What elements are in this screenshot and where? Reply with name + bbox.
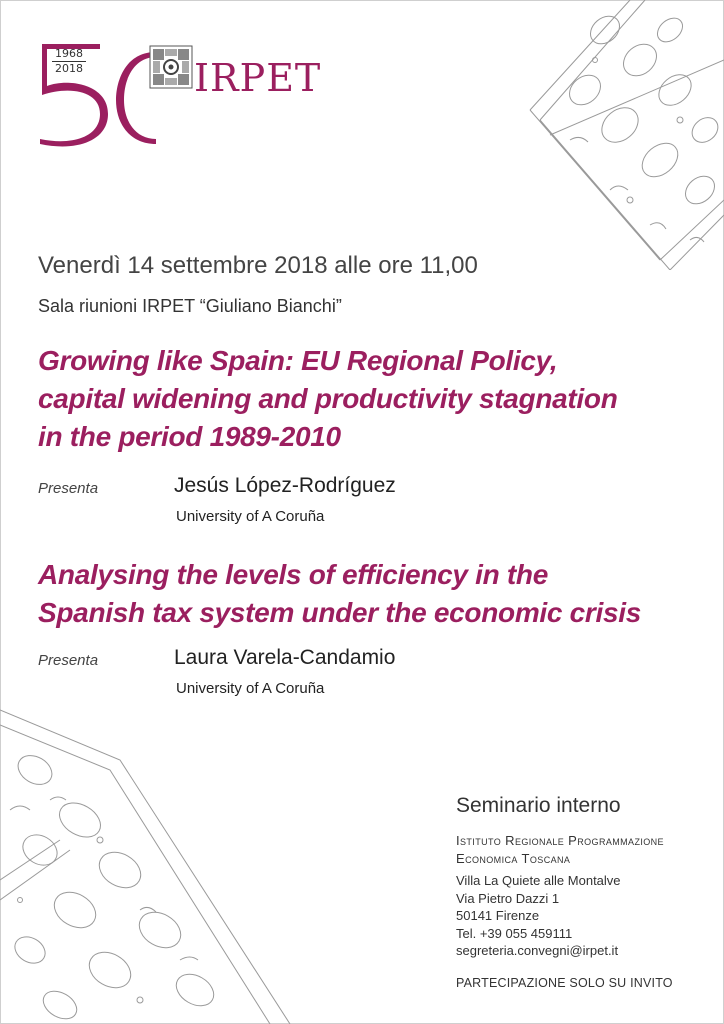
email-line: segreteria.convegni@irpet.it — [456, 943, 619, 958]
event-date: Venerdì 14 settembre 2018 alle ore 11,00 — [38, 252, 478, 279]
year-start: 1968 — [55, 47, 83, 60]
seminar-type: Seminario interno — [456, 794, 621, 817]
address-line: 50141 Firenze — [456, 908, 540, 923]
decorative-mosaic-bottom-left — [0, 700, 300, 1024]
address-line: Villa La Quiete alle Montalve — [456, 873, 621, 888]
institute-name — [456, 832, 664, 868]
talk-1-title-line: Growing like Spain: EU Regional Policy, — [38, 345, 558, 376]
talk-1-title-line: capital widening and productivity stagnation — [38, 383, 618, 414]
brand-name: IRPET — [194, 56, 322, 100]
event-venue: Sala riunioni IRPET “Giuliano Bianchi” — [38, 296, 342, 316]
talk-2-affiliation: University of A Coruña — [176, 680, 325, 697]
talk-2-speaker: Laura Varela-Candamio — [174, 646, 396, 669]
year-end: 2018 — [55, 62, 83, 75]
phone-line: Tel. +39 055 459111 — [456, 925, 573, 941]
address-line: Via Pietro Dazzi 1 — [456, 890, 560, 906]
talk-2-presenta-label: Presenta — [38, 652, 99, 669]
talk-1-title — [38, 342, 618, 456]
talk-2-title — [38, 556, 641, 632]
talk-2-title-line: Spanish tax system under the economic crisis — [38, 597, 642, 628]
talk-1-presenta-label: Presenta — [38, 480, 99, 497]
talk-2-title-line: Analysing the levels of efficiency in the — [38, 559, 549, 590]
institute-line-2: Economica Toscana — [456, 851, 571, 866]
invitation-note: PARTECIPAZIONE SOLO SU INVITO — [456, 976, 673, 990]
talk-1-affiliation: University of A Coruña — [176, 508, 325, 525]
irpet-50-logo — [38, 40, 338, 150]
address-block — [456, 872, 621, 960]
institute-line-1: Istituto Regionale Programmazione — [456, 833, 664, 848]
decorative-mosaic-top-right — [510, 0, 724, 270]
anniversary-years — [52, 48, 86, 75]
talk-1-speaker: Jesús López-Rodríguez — [174, 474, 396, 497]
talk-1-title-line: in the period 1989-2010 — [38, 421, 341, 452]
